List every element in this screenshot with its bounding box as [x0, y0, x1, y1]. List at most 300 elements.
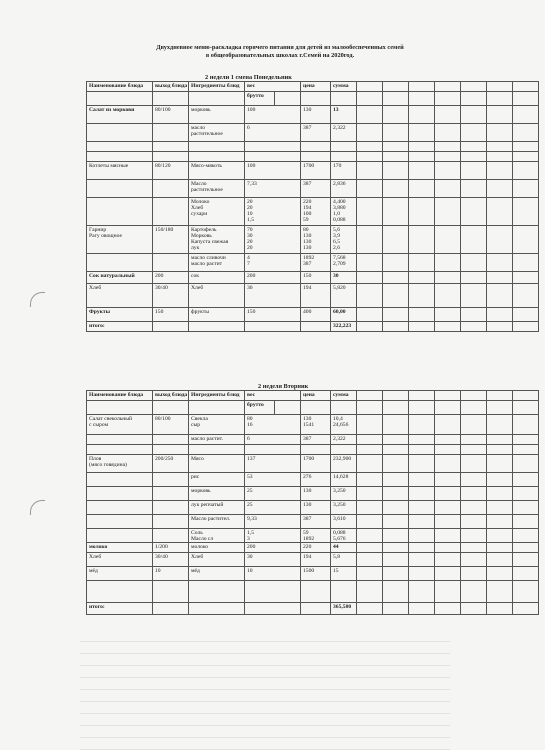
weight-value-line: 25 [247, 501, 253, 508]
sum-value-line: 2,709 [333, 260, 346, 267]
sum-value [331, 142, 357, 152]
weight-value-line: 80 [247, 415, 253, 422]
weight-value [245, 226, 301, 254]
weight-value-line: 9,33 [247, 515, 257, 522]
dish-name-line: Гарнир [89, 226, 107, 233]
dish-name [87, 106, 153, 124]
dish-name [87, 501, 153, 515]
ingredient-line: сок [191, 272, 199, 279]
monday-menu-table [86, 81, 539, 332]
weight-value-line: 200 [247, 272, 256, 279]
dish-name [87, 162, 153, 180]
sum-value [331, 415, 357, 435]
weight-value-line: 70 [247, 226, 253, 233]
sum-value [331, 180, 357, 198]
ingredient [189, 553, 245, 567]
ingredient-line: Морковь [191, 232, 212, 239]
empty-cell [461, 180, 487, 198]
empty-cell [409, 435, 435, 445]
sum-value [331, 487, 357, 501]
sum-value-line: 3,880 [333, 204, 346, 211]
dish-name [87, 254, 153, 272]
empty-cell [513, 82, 539, 92]
dish-yield [153, 543, 189, 553]
ingredient-line: Молоко [191, 198, 210, 205]
empty-cell [409, 162, 435, 180]
empty-cell [383, 152, 409, 162]
empty-cell [487, 106, 513, 124]
empty-cell [409, 124, 435, 142]
empty-cell [357, 152, 383, 162]
dish-name [87, 567, 153, 581]
weight-value-line: 10 [247, 567, 253, 574]
empty-cell [409, 92, 435, 106]
sum-value-line: 0,088 [333, 529, 346, 536]
dish-name [87, 581, 153, 603]
dish-yield [153, 124, 189, 142]
header-ingredients-line: Ингредиенты блюд [191, 391, 240, 398]
ingredient [189, 322, 245, 332]
sum-value-line: 2,6 [333, 244, 340, 251]
ingredient-line: морковь [191, 106, 211, 113]
price-value [301, 322, 331, 332]
ingredient [189, 567, 245, 581]
table-row [87, 198, 539, 226]
sum-value-line: 2,322 [333, 435, 346, 442]
header-price-line: цена [303, 82, 315, 89]
price-value-line: 220 [303, 543, 312, 550]
ingredient [189, 581, 245, 603]
empty-cell [357, 124, 383, 142]
empty-cell [383, 553, 409, 567]
price-value-line: 130 [303, 238, 312, 245]
tuesday-heading: 2 неделя Вторник [258, 383, 309, 390]
ingredient [189, 106, 245, 124]
sum-value-line: 0,088 [333, 216, 346, 223]
empty-cell [357, 272, 383, 284]
empty-cell [513, 92, 539, 106]
price-value [301, 581, 331, 603]
ingredient-line: масло сливочн [191, 254, 226, 261]
table-row [87, 142, 539, 152]
dish-yield-line: 80/100 [155, 106, 171, 113]
weight-value-line: 150 [247, 308, 256, 315]
dish-name-line: (мясо говядина) [89, 461, 127, 468]
empty-cell [409, 198, 435, 226]
weight-value-line: 6 [247, 435, 250, 442]
ingredient-line: масло растит. [191, 435, 224, 442]
empty-cell [461, 473, 487, 487]
empty-cell [461, 445, 487, 455]
empty-cell [513, 567, 539, 581]
dish-yield [153, 162, 189, 180]
empty-cell [513, 272, 539, 284]
sum-value [331, 501, 357, 515]
weight-value [245, 284, 301, 308]
empty-cell [487, 124, 513, 142]
document-title [100, 44, 460, 59]
empty-cell [383, 226, 409, 254]
empty-cell [435, 254, 461, 272]
price-value-line: 387 [303, 180, 312, 187]
header-weight [245, 82, 301, 92]
ingredient-line: Свекла [191, 415, 208, 422]
weight-value-line: 1,5 [247, 529, 254, 536]
dish-name [87, 272, 153, 284]
table-row [87, 553, 539, 567]
empty-cell [513, 415, 539, 435]
dish-yield-line: 150/180 [155, 226, 174, 233]
empty-cell [513, 543, 539, 553]
empty-cell [513, 254, 539, 272]
header-ingredients [189, 391, 245, 401]
dish-name [87, 529, 153, 543]
ingredient-line: морковь [191, 487, 211, 494]
empty-cell [487, 473, 513, 487]
table-row [87, 152, 539, 162]
price-value-line: 1892 [303, 254, 315, 261]
ingredient [189, 529, 245, 543]
empty-cell [357, 487, 383, 501]
dish-yield [153, 455, 189, 473]
empty-cell [513, 106, 539, 124]
empty-cell [435, 142, 461, 152]
table-row [87, 322, 539, 332]
price-value-line: 130 [303, 415, 312, 422]
empty-cell [409, 455, 435, 473]
sum-value [331, 272, 357, 284]
price-value-line: 387 [303, 515, 312, 522]
table-row [87, 473, 539, 487]
empty-cell [409, 284, 435, 308]
table-header-row [87, 391, 539, 401]
weight-value [245, 487, 301, 501]
dish-name [87, 322, 153, 332]
sum-value-line: 170 [333, 162, 342, 169]
ingredient [189, 415, 245, 435]
empty-cell [435, 501, 461, 515]
sum-value [331, 553, 357, 567]
ingredient-line: молоко [191, 543, 209, 550]
sum-value [331, 435, 357, 445]
empty-cell [409, 501, 435, 515]
header-sum [331, 391, 357, 401]
empty-cell [461, 391, 487, 401]
dish-name-line: молоко [89, 543, 108, 550]
price-value-line: 387 [303, 435, 312, 442]
empty-cell [383, 254, 409, 272]
empty-cell [383, 455, 409, 473]
sum-value [331, 473, 357, 487]
dish-name [87, 152, 153, 162]
weight-value [245, 198, 301, 226]
empty-cell [409, 152, 435, 162]
empty-cell [513, 142, 539, 152]
empty-cell [383, 92, 409, 106]
dish-yield [153, 501, 189, 515]
weight-value [245, 603, 301, 615]
weight-value [245, 501, 301, 515]
ingredient [189, 142, 245, 152]
dish-yield [153, 515, 189, 529]
empty-cell [409, 106, 435, 124]
sum-value-line: 14,628 [333, 473, 349, 480]
price-value-line: 100 [303, 210, 312, 217]
empty-cell [487, 529, 513, 543]
tuesday-menu-table [86, 390, 539, 615]
empty-cell [409, 553, 435, 567]
empty-cell [435, 553, 461, 567]
empty-cell [153, 401, 189, 415]
header-name [87, 391, 153, 401]
ingredient [189, 254, 245, 272]
empty-cell [435, 515, 461, 529]
empty-cell [357, 415, 383, 435]
dish-name-line: итого: [89, 322, 105, 329]
weight-value [245, 515, 301, 529]
empty-cell [487, 445, 513, 455]
empty-cell [487, 226, 513, 254]
price-value [301, 124, 331, 142]
price-value-line: 276 [303, 473, 312, 480]
dish-yield [153, 254, 189, 272]
empty-cell [357, 567, 383, 581]
empty-cell [487, 308, 513, 322]
empty-cell [357, 142, 383, 152]
empty-cell [461, 124, 487, 142]
empty-cell [461, 272, 487, 284]
empty-cell [487, 603, 513, 615]
empty-cell [461, 515, 487, 529]
dish-name [87, 180, 153, 198]
empty-cell [357, 226, 383, 254]
empty-cell [357, 284, 383, 308]
sum-value-line: 4,400 [333, 198, 346, 205]
empty-cell [357, 162, 383, 180]
price-value [301, 487, 331, 501]
dish-yield-line: 30/40 [155, 284, 168, 291]
table-row [87, 515, 539, 529]
empty-cell [409, 254, 435, 272]
empty-cell [487, 272, 513, 284]
dish-yield [153, 198, 189, 226]
weight-value-line: 20 [247, 198, 253, 205]
empty-cell [513, 581, 539, 603]
empty-cell [461, 487, 487, 501]
empty-cell [435, 445, 461, 455]
ingredient-line: Масло растител. [191, 515, 231, 522]
empty-cell [301, 401, 331, 415]
weight-value [245, 581, 301, 603]
price-value [301, 445, 331, 455]
dish-name [87, 308, 153, 322]
empty-cell [435, 543, 461, 553]
empty-cell [487, 501, 513, 515]
weight-value-line: 10 [247, 210, 253, 217]
sum-value-line: 44 [333, 543, 339, 550]
dish-yield [153, 284, 189, 308]
empty-cell [357, 445, 383, 455]
empty-cell [275, 92, 301, 106]
ingredient [189, 308, 245, 322]
empty-cell [461, 254, 487, 272]
empty-cell [331, 401, 357, 415]
empty-cell [461, 455, 487, 473]
header-yield-line: выход блюда [155, 391, 188, 398]
empty-cell [487, 553, 513, 567]
price-value-line: 220 [303, 198, 312, 205]
ingredient [189, 515, 245, 529]
weight-value-line: 16 [247, 421, 253, 428]
empty-cell [513, 308, 539, 322]
ingredient-line: Картофель [191, 226, 217, 233]
empty-cell [383, 180, 409, 198]
empty-cell [513, 603, 539, 615]
weight-value [245, 435, 301, 445]
table-row [87, 415, 539, 435]
price-value-line: 59 [303, 216, 309, 223]
price-value-line: 130 [303, 232, 312, 239]
empty-cell [487, 162, 513, 180]
empty-cell [461, 501, 487, 515]
ingredient [189, 124, 245, 142]
empty-cell [357, 82, 383, 92]
dish-name [87, 455, 153, 473]
table-row [87, 272, 539, 284]
header-sum-line: сумма [333, 391, 349, 398]
sum-value-line: 5,8 [333, 553, 340, 560]
title-line-2: в общеобразовательных школах г.Семей на 2020год. [205, 51, 355, 59]
empty-cell [513, 473, 539, 487]
empty-cell [435, 567, 461, 581]
header-brutto-line: брутто [247, 92, 264, 99]
empty-cell [435, 473, 461, 487]
sum-value-line: 322,223 [333, 322, 352, 329]
empty-cell [461, 415, 487, 435]
title-line-1: Двухдневное меню-раскладка горячего питания для детей из малообеспеченных семей [156, 44, 404, 51]
table-row [87, 435, 539, 445]
weight-value [245, 106, 301, 124]
empty-cell [461, 401, 487, 415]
empty-cell [487, 322, 513, 332]
dish-name-line: итого: [89, 603, 105, 610]
ingredient-line: лук [191, 244, 200, 251]
header-name-line: Наименование блюда [89, 391, 144, 398]
ingredient-line: масло [191, 124, 206, 131]
table-row [87, 567, 539, 581]
header-weight-line: вес [247, 391, 256, 398]
dish-name [87, 473, 153, 487]
price-value [301, 515, 331, 529]
empty-cell [435, 180, 461, 198]
table-header-row [87, 82, 539, 92]
empty-cell [409, 515, 435, 529]
ingredient-line: растительное [191, 186, 223, 193]
ingredient [189, 435, 245, 445]
dish-name-line: Салат свекольный [89, 415, 133, 422]
empty-cell [435, 529, 461, 543]
empty-cell [383, 124, 409, 142]
ingredient [189, 272, 245, 284]
header-name [87, 82, 153, 92]
empty-cell [383, 142, 409, 152]
dish-name [87, 553, 153, 567]
empty-cell [513, 152, 539, 162]
dish-yield-line: 1/200 [155, 543, 168, 550]
empty-cell [461, 162, 487, 180]
empty-cell [383, 581, 409, 603]
empty-cell [383, 501, 409, 515]
weight-value-line: 30 [247, 284, 253, 291]
weight-value [245, 162, 301, 180]
ingredient-line: мёд [191, 567, 200, 574]
dish-yield-line: 200 [155, 272, 164, 279]
sum-value-line: 3,610 [333, 515, 346, 522]
sum-value-line: 1,0 [333, 210, 340, 217]
empty-cell [513, 487, 539, 501]
dish-yield [153, 581, 189, 603]
empty-cell [435, 308, 461, 322]
table-row [87, 124, 539, 142]
empty-cell [409, 180, 435, 198]
empty-cell [435, 581, 461, 603]
sum-value-line: 13 [333, 106, 339, 113]
price-value-line: 130 [303, 487, 312, 494]
empty-cell [409, 415, 435, 435]
empty-cell [435, 487, 461, 501]
dish-name-line: Рагу овощное [89, 232, 122, 239]
empty-cell [409, 142, 435, 152]
price-value [301, 152, 331, 162]
empty-cell [513, 162, 539, 180]
empty-cell [513, 515, 539, 529]
dish-name [87, 487, 153, 501]
price-value [301, 198, 331, 226]
sum-value [331, 455, 357, 473]
header-brutto-line: брутто [247, 401, 264, 408]
ingredient-line: Хлеб [191, 284, 204, 291]
empty-cell [487, 391, 513, 401]
empty-cell [357, 553, 383, 567]
empty-cell [487, 415, 513, 435]
header-price [301, 82, 331, 92]
price-value [301, 553, 331, 567]
empty-cell [487, 455, 513, 473]
empty-cell [435, 455, 461, 473]
empty-cell [461, 543, 487, 553]
dish-yield [153, 180, 189, 198]
header-brutto [245, 401, 275, 415]
empty-cell [435, 435, 461, 445]
dish-name-line: Фрукты [89, 308, 110, 315]
weight-value-line: 6 [247, 124, 250, 131]
empty-cell [409, 567, 435, 581]
empty-cell [513, 322, 539, 332]
dish-name-line: с сыром [89, 421, 109, 428]
weight-value [245, 543, 301, 553]
empty-cell [409, 543, 435, 553]
empty-cell [461, 226, 487, 254]
weight-value-line: 53 [247, 473, 253, 480]
empty-cell [487, 198, 513, 226]
empty-cell [487, 180, 513, 198]
weight-value [245, 180, 301, 198]
sum-value [331, 529, 357, 543]
dish-name [87, 445, 153, 455]
sum-value-line: 2,836 [333, 180, 346, 187]
empty-cell [357, 254, 383, 272]
binder-hole-mark [30, 292, 45, 307]
